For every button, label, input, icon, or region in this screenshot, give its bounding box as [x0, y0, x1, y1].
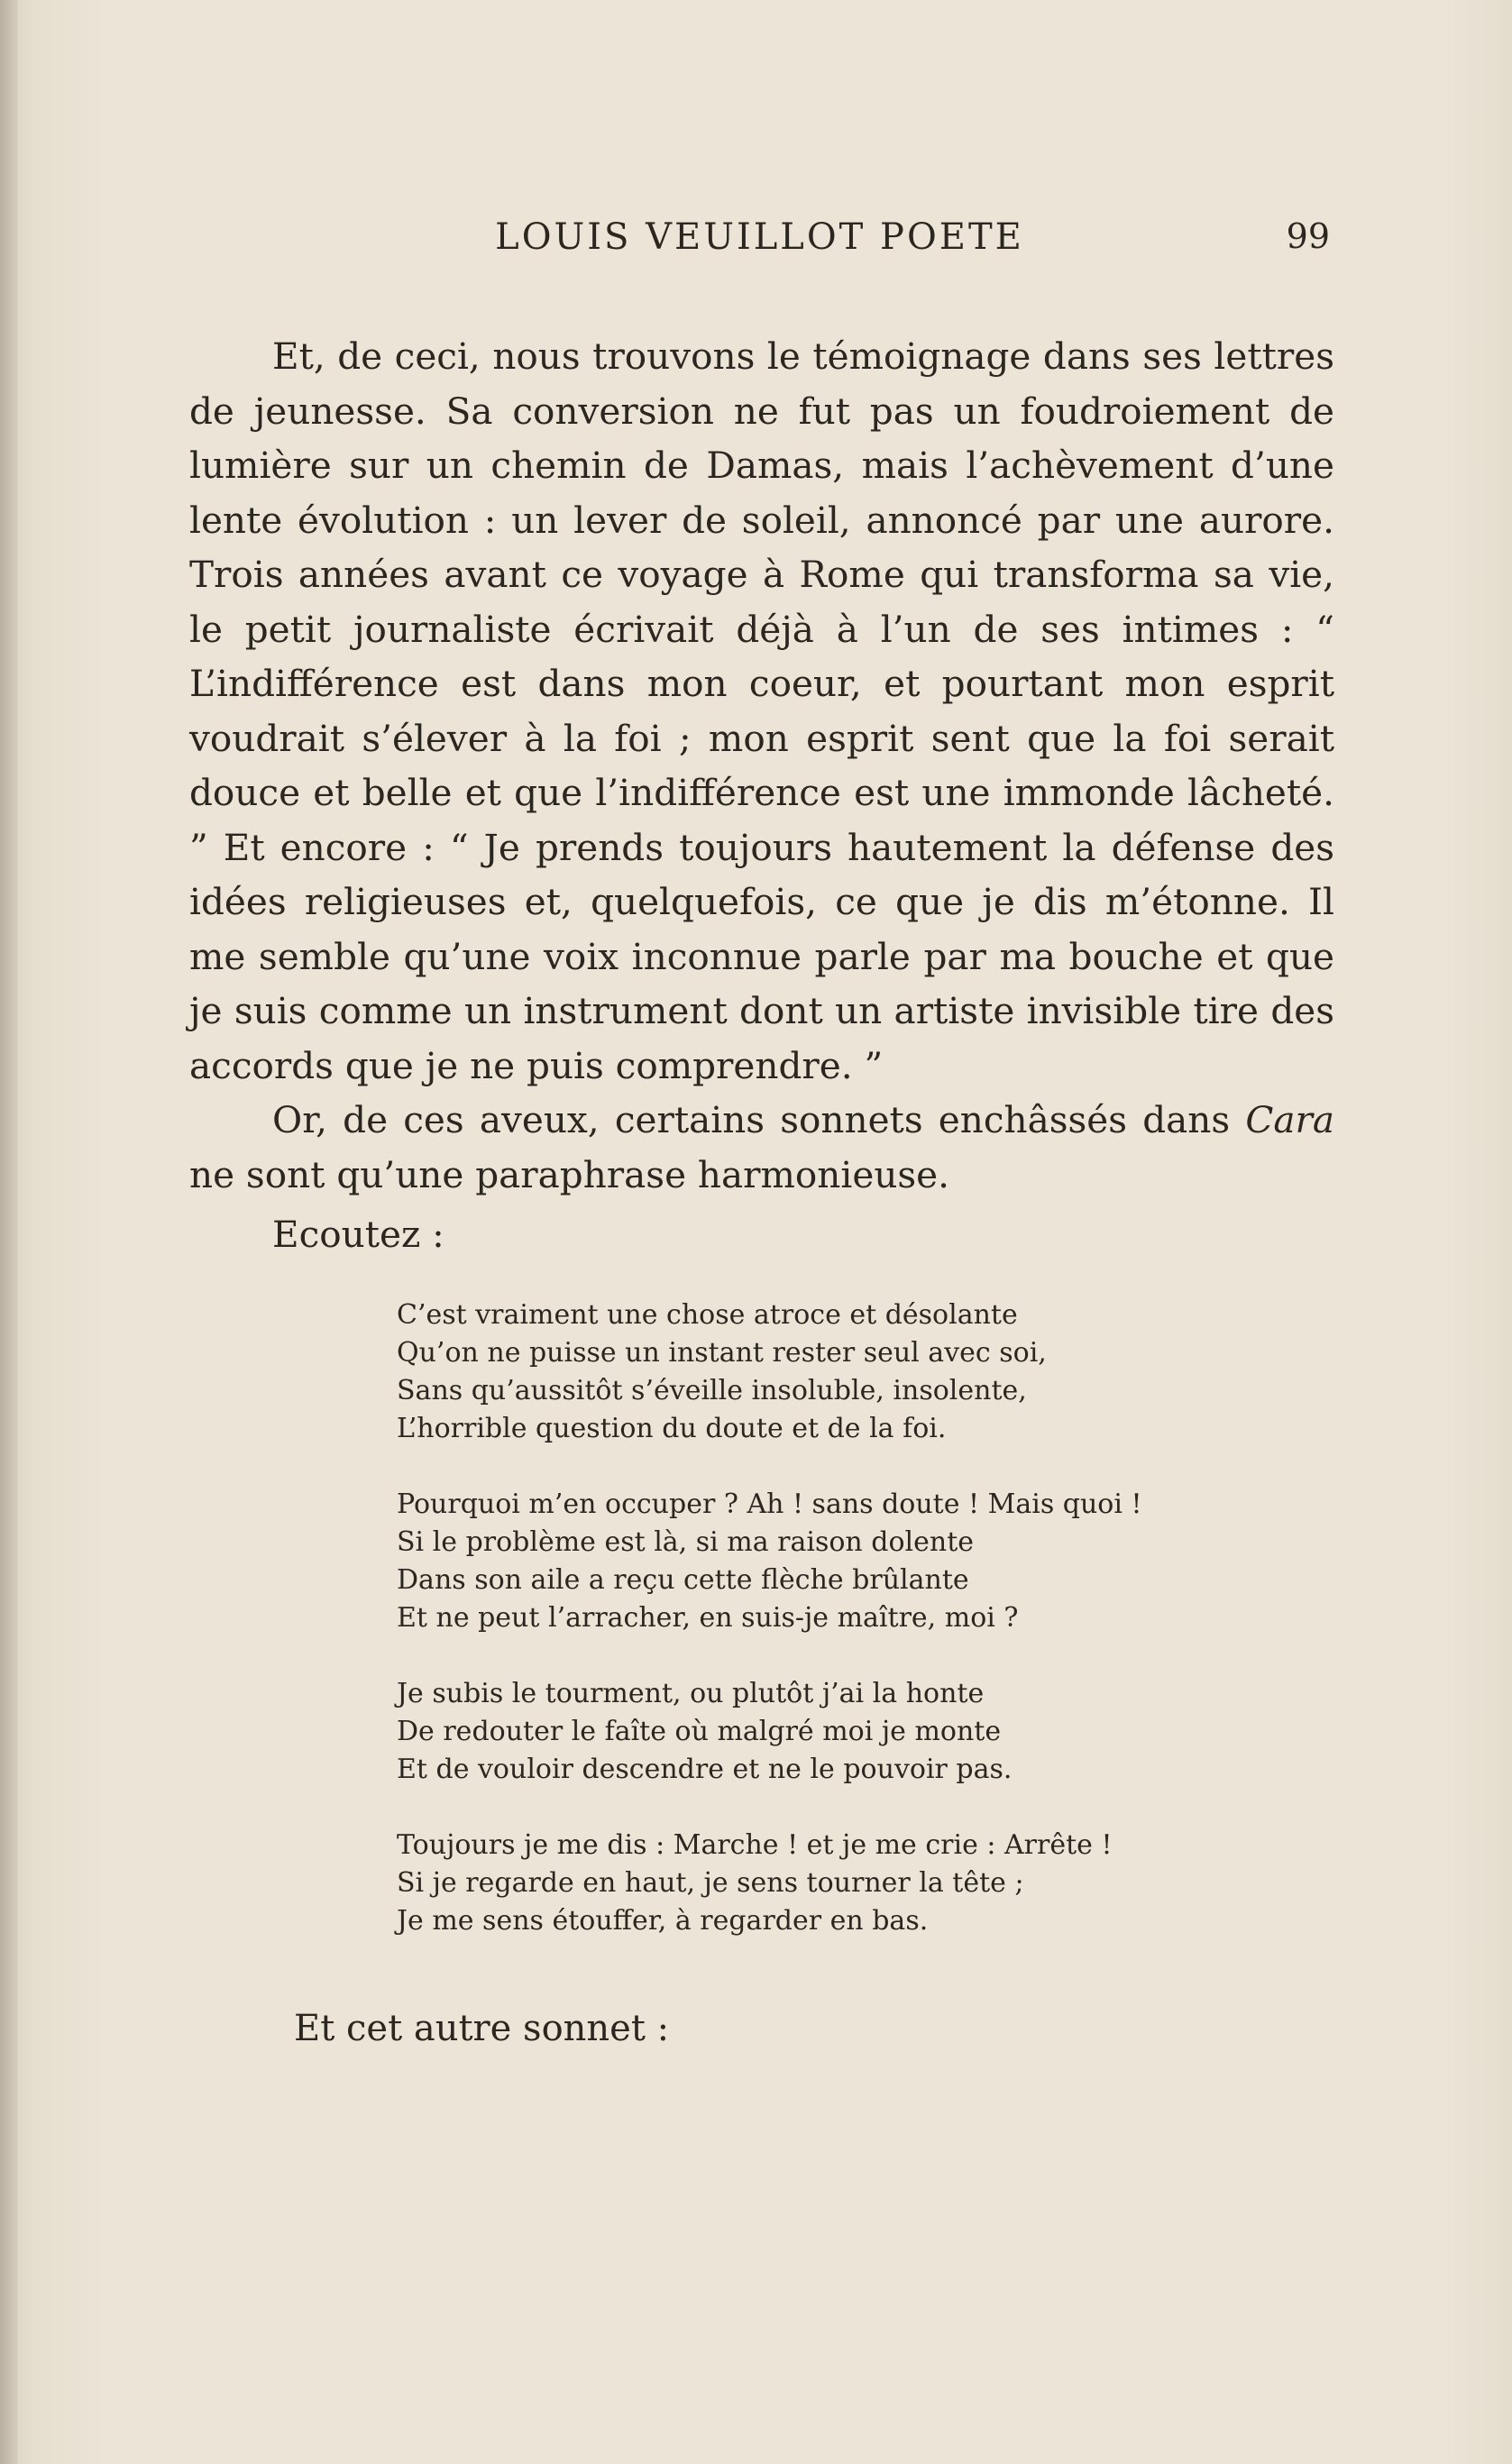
verse-line: Si le problème est là, si ma raison dolente	[397, 1526, 975, 1558]
verse-line: Pourquoi m’en occuper ? Ah ! sans doute ! Mais quoi !	[397, 1488, 1142, 1520]
paragraph-2-start: Or, de ces aveux, certains sonnets enchâssés dans	[272, 1098, 1246, 1141]
page-number: 99	[1286, 216, 1330, 256]
verse-line: Sans qu’aussitôt s’éveille insoluble, insolente,	[397, 1375, 1027, 1406]
stanza-4	[397, 1827, 1208, 1940]
running-title: LOUIS VEUILLOT POETE	[495, 216, 1024, 258]
verse-line: Toujours je me dis : Marche ! et je me crie : Arrête !	[397, 1829, 1113, 1861]
stanza-1	[397, 1296, 1208, 1448]
verse-line: Si je regarde en haut, je sens tourner la tête ;	[397, 1867, 1024, 1899]
verse-line: L’horrible question du doute et de la foi.	[397, 1413, 947, 1444]
paragraph-1: Et, de ceci, nous trouvons le témoignage dans ses lettres de jeunesse. Sa conversion ne fut pas un foudroiement de lumière sur un chemin de Damas, mais l’achèvement d’une lente évolution : un lever de soleil, annoncé par une aurore. Trois années avant ce voyage à Rome qui transforma sa vie, le petit journaliste écrivait déjà à l’un de ses intimes : “ L’indifférence est dans mon coeur, et pourtant mon esprit voudrait s’élever à la foi ; mon esprit sent que la foi serait douce et belle et que l’indifférence est une immonde lâcheté. ” Et encore : “ Je prends toujours hautement la défense des idées religieuses et, quelquefois, ce que je dis m’étonne. Il me semble qu’une voix inconnue parle par ma bouche et que je suis comme un instrument dont un artiste invisible tire des accords que je ne puis comprendre. ”	[189, 334, 1334, 1087]
paragraph-2-end: ne sont qu’une paraphrase harmonieuse.	[189, 1152, 950, 1196]
verse-line: Et ne peut l’arracher, en suis-je maître, moi ?	[397, 1602, 1019, 1634]
body-text	[189, 329, 1334, 1262]
verse-line: Qu’on ne puisse un instant rester seul avec soi,	[397, 1337, 1047, 1369]
page-gutter	[0, 0, 18, 2464]
sonnet	[397, 1296, 1208, 1978]
verse-line: Dans son aile a reçu cette flèche brûlante	[397, 1564, 969, 1596]
stanza-3	[397, 1675, 1208, 1789]
verse-line: Je subis le tourment, ou plutôt j’ai la honte	[397, 1678, 985, 1709]
verse-line: Je me sens étouffer, à regarder en bas.	[397, 1905, 929, 1937]
stanza-2	[397, 1486, 1208, 1637]
ecoutez-line: Ecoutez :	[272, 1213, 444, 1256]
verse-line: De redouter le faîte où malgré moi je monte	[397, 1716, 1002, 1747]
paragraph-2	[189, 1093, 1334, 1202]
closing-line: Et cet autre sonnet :	[294, 2008, 670, 2049]
verse-line: Et de vouloir descendre et ne le pouvoir pas.	[397, 1754, 1013, 1785]
verse-line: C’est vraiment une chose atroce et désolante	[397, 1299, 1018, 1331]
running-head	[189, 216, 1330, 270]
book-title-cara: Cara	[1245, 1098, 1334, 1141]
